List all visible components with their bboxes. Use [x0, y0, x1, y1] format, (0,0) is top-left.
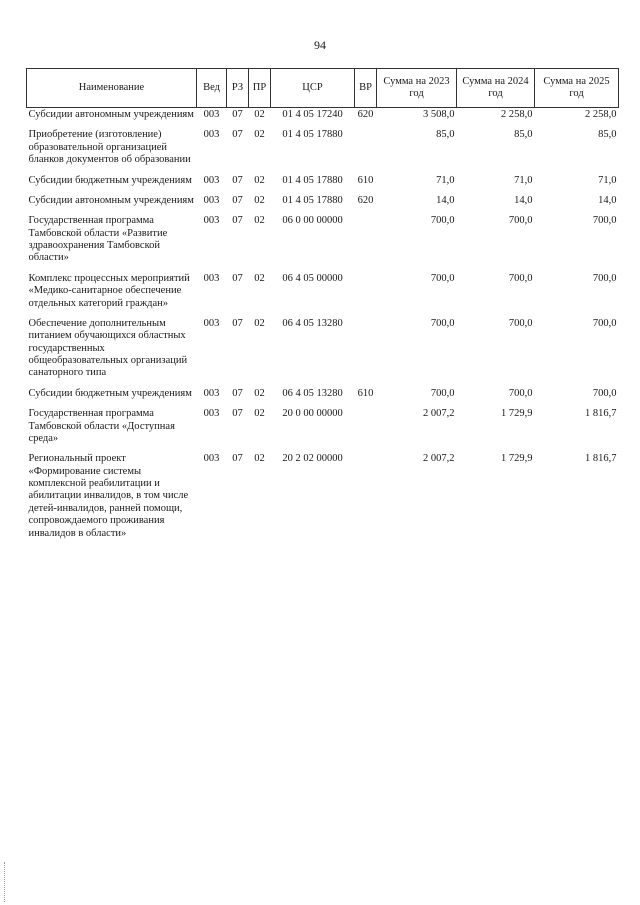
cell-csr: 06 0 00 00000	[282, 215, 343, 227]
cell-sum-2024: 2 258,0	[501, 109, 533, 120]
cell-rz: 07	[232, 109, 243, 120]
header-vr: ВР	[355, 69, 377, 108]
table-row	[27, 174, 619, 194]
cell-rz: 07	[232, 453, 243, 465]
cell-csr: 01 4 05 17880	[282, 194, 343, 206]
cell-vr	[355, 317, 377, 387]
cell-ved: 003	[203, 453, 220, 465]
cell-sum-2023: 3 508,0	[423, 109, 455, 120]
cell-ved: 003	[203, 129, 220, 141]
cell-vr	[355, 452, 377, 547]
cell-pr: 02	[254, 453, 265, 465]
cell-sum-2024: 1 729,9	[501, 408, 533, 420]
header-csr: ЦСР	[271, 69, 355, 108]
header-ved: Вед	[197, 69, 227, 108]
cell-csr: 06 4 05 00000	[282, 272, 343, 284]
cell-vr	[355, 128, 377, 173]
header-sum-2024: Сумма на 2024 год	[457, 69, 535, 108]
header-sum-2023: Сумма на 2023 год	[377, 69, 457, 108]
cell-sum-2024: 1 729,9	[501, 453, 533, 465]
cell-rz: 07	[232, 272, 243, 284]
cell-vr: 620	[357, 194, 374, 206]
cell-sum-2024: 71,0	[514, 174, 533, 186]
cell-vr	[355, 214, 377, 272]
cell-pr: 02	[254, 174, 265, 186]
cell-sum-2024: 14,0	[514, 194, 533, 206]
cell-sum-2023: 700,0	[430, 215, 455, 227]
table-row	[27, 387, 619, 407]
cell-rz: 07	[232, 317, 243, 329]
cell-sum-2025: 1 816,7	[585, 408, 617, 420]
header-name: Наименование	[27, 69, 197, 108]
cell-sum-2023: 2 007,2	[423, 408, 455, 420]
cell-sum-2025: 71,0	[598, 174, 617, 186]
cell-sum-2024: 700,0	[508, 387, 533, 399]
cell-pr: 02	[254, 408, 265, 420]
table-row	[27, 317, 619, 387]
cell-csr: 06 4 05 13280	[282, 387, 343, 399]
header-rz: РЗ	[227, 69, 249, 108]
table-row	[27, 194, 619, 214]
page-number: 94	[314, 38, 326, 52]
cell-ved: 003	[203, 317, 220, 329]
cell-sum-2025: 700,0	[592, 387, 617, 399]
cell-sum-2025: 14,0	[598, 194, 617, 206]
cell-name: Региональный проект «Формирование системы комплексной реабилитации и абилитации инвалидов, в том числе детей-инвалидов, ранней помощи, сопровождаемого проживания инвалидов в области»	[28, 453, 189, 539]
cell-sum-2025: 700,0	[592, 272, 617, 284]
table-row	[27, 108, 619, 129]
cell-pr: 02	[254, 109, 265, 120]
cell-sum-2023: 71,0	[436, 174, 455, 186]
cell-vr: 620	[357, 109, 374, 120]
table-row	[27, 214, 619, 272]
cell-sum-2023: 2 007,2	[423, 453, 455, 465]
cell-sum-2023: 700,0	[430, 317, 455, 329]
table-row	[27, 407, 619, 452]
cell-sum-2025: 1 816,7	[585, 453, 617, 465]
cell-csr: 20 2 02 00000	[282, 453, 343, 465]
cell-csr: 06 4 05 13280	[282, 317, 343, 329]
cell-vr	[355, 272, 377, 317]
cell-csr: 01 4 05 17880	[282, 129, 343, 141]
budget-table	[26, 68, 619, 547]
header-sum-2025: Сумма на 2025 год	[535, 69, 619, 108]
cell-ved: 003	[203, 387, 220, 399]
cell-rz: 07	[232, 387, 243, 399]
cell-name: Субсидии автономным учреждениям	[28, 194, 194, 206]
cell-rz: 07	[232, 194, 243, 206]
cell-sum-2025: 2 258,0	[585, 109, 617, 120]
table-body	[27, 108, 619, 547]
cell-pr: 02	[254, 194, 265, 206]
cell-rz: 07	[232, 174, 243, 186]
cell-sum-2025: 700,0	[592, 215, 617, 227]
table-row	[27, 128, 619, 173]
cell-ved: 003	[203, 272, 220, 284]
cell-sum-2024: 85,0	[514, 129, 533, 141]
cell-name: Комплекс процессных мероприятий «Медико-санитарное обеспечение отдельных категорий граждан»	[28, 272, 190, 309]
cell-sum-2025: 700,0	[592, 317, 617, 329]
cell-ved: 003	[203, 109, 220, 120]
table-row	[27, 272, 619, 317]
cell-name: Государственная программа Тамбовской области «Доступная среда»	[28, 408, 175, 444]
cell-name: Субсидии бюджетным учреждениям	[28, 387, 192, 399]
cell-ved: 003	[203, 174, 220, 186]
cell-rz: 07	[232, 129, 243, 141]
table-row	[27, 452, 619, 547]
cell-vr: 610	[357, 387, 374, 399]
cell-name: Субсидии автономным учреждениям	[28, 109, 194, 120]
cell-name: Обеспечение дополнительным питанием обучающихся областных государственных общеобразовательных организаций санаторного типа	[28, 317, 188, 379]
cell-sum-2023: 700,0	[430, 387, 455, 399]
cell-rz: 07	[232, 215, 243, 227]
cell-ved: 003	[203, 194, 220, 206]
cell-pr: 02	[254, 317, 265, 329]
cell-vr: 610	[357, 174, 374, 186]
cell-name: Субсидии бюджетным учреждениям	[28, 174, 192, 186]
cell-csr: 01 4 05 17880	[282, 174, 343, 186]
cell-name: Приобретение (изготовление) образовательной организацией бланков документов об образовании	[28, 129, 191, 166]
cell-sum-2023: 14,0	[436, 194, 455, 206]
cell-pr: 02	[254, 387, 265, 399]
cell-csr: 01 4 05 17240	[282, 109, 343, 120]
table-header-row	[27, 69, 619, 108]
cell-rz: 07	[232, 408, 243, 420]
cell-csr: 20 0 00 00000	[282, 408, 343, 420]
cell-name: Государственная программа Тамбовской области «Развитие здравоохранения Тамбовской области»	[28, 215, 168, 264]
header-pr: ПР	[249, 69, 271, 108]
cell-ved: 003	[203, 408, 220, 420]
cell-ved: 003	[203, 215, 220, 227]
cell-sum-2023: 700,0	[430, 272, 455, 284]
scan-artifact	[4, 862, 7, 902]
cell-sum-2024: 700,0	[508, 317, 533, 329]
cell-vr	[355, 407, 377, 452]
cell-pr: 02	[254, 272, 265, 284]
cell-pr: 02	[254, 129, 265, 141]
cell-sum-2024: 700,0	[508, 272, 533, 284]
cell-pr: 02	[254, 215, 265, 227]
cell-sum-2025: 85,0	[598, 129, 617, 141]
cell-sum-2023: 85,0	[436, 129, 455, 141]
cell-sum-2024: 700,0	[508, 215, 533, 227]
